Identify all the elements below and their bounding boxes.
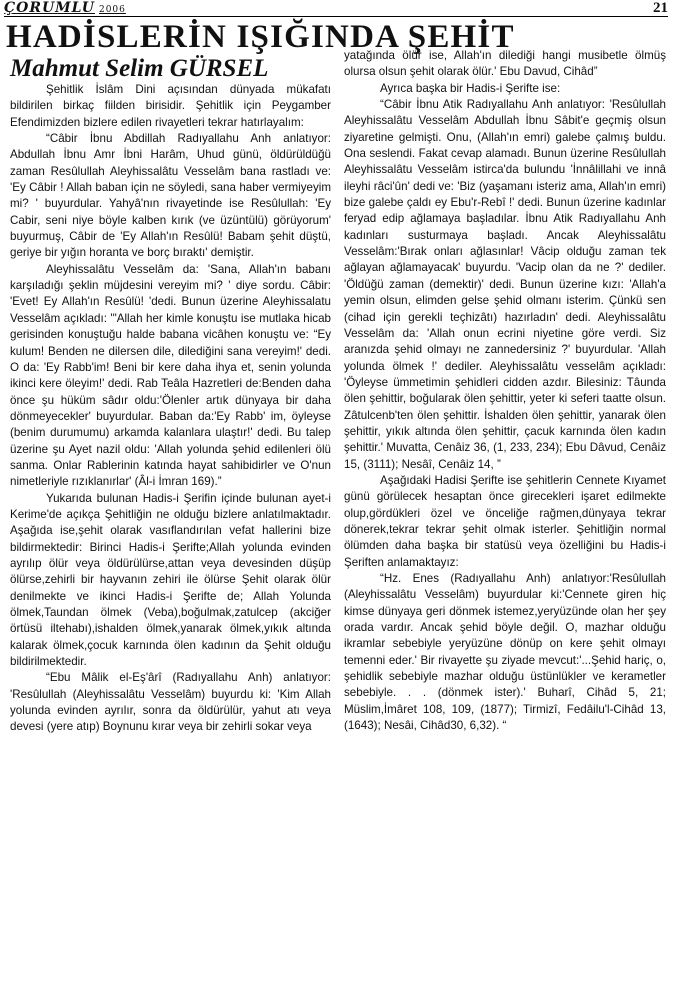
paragraph: “Câbir İbnu Atik Radıyallahu Anh anlatıyor: 'Resûlullah Aleyhissalâtu Vesselâm Abdullah İbnu Sâbit'e geçmiş olsun ziyaretine gelmişti. Onu, (Allah'ın emri) galebe çalmış buldu. Ona seslendi. Fakat cevap alamadı. Bunun üzerine Resûlullah Aleyhissalâtu Vesselâm istirca'da bulundu 'İnnâlillahi ve innâ ileyhi râci'ûn' dedi ve: 'Biz (yaşamanı isteriz ama, Allah'ın emri) bize galebe çaldı ey Ebu'r-Rebî !' dedi. Bunun üzerine kadınlar feryad edip ağlamaya başladılar. İbnu Atik Radıyallahu Anh kadınları susturmaya başladı. Ancak Aleyhissalâtu Vesselâm:'Bırak onları ağlasınlar! Vâcip olduğu zaman tek ağlayan ağlamayacak' buyurdu. 'Vacip olan da ne ?' dediler. 'Öldüğü zaman (demektir)' dedi. Bunun üzerine kızı: 'Allah'a yemin olsun, elimden gelse şehid olmanı isterim. Çünkü sen (cihad için gerekli teçhizâtı) hazırladın' dedi. Aleyhissalâtu Vesselâm da: 'Allah onun ecrini niyetine göre verdi. Siz aranızda şehid olmayı ne zannedersiniz ?' buyurdular. 'Allah yolunda ölmek !' dediler. Aleyhissalâtu vesselâm açıkladı: 'Öyleyse ümmetimin şehidleri cidden azdır. Bilesiniz: Tâunda ölen şehittir, boğularak ölen şehittir, yeter ki seferi taatte olsun. Zâtulcenb'ten ölen şehittir. İshalden ölen şehittir, yanarak ölen şehittir, yıkık altında ölen şehittir, çacuk karnında ölen kadın şehittir.' Muvatta, Cenâiz 36, (1, 233, 234); Ebu Dâvud, Cenâiz 15, (3111); Nesâî, Cenâiz 14, ”	[344, 98, 666, 471]
page-header	[0, 0, 676, 18]
paragraph: Ayrıca başka bir Hadis-i Şerifte ise:	[380, 81, 561, 95]
page-number: 21	[653, 0, 668, 16]
issue-year: 2006	[98, 5, 126, 15]
paragraph: “Hz. Enes (Radıyallahu Anh) anlatıyor:'Resûlullah (Aleyhissalâtu Vesselâm) buyurdular ki:'Cennete giren hiç kimse dünyaya geri dönmek istemez,yeryüzünde olan her şey orada vardır. Ancak şehid böyle değil. O, mazhar olduğu ikramlar sebebiyle yeryüzüne dönüp on kere şehit olmayı temenni eder.' Bir rivayette şu ziyade mevcut:'...Şehid hariç, o, şehidlik sebebiyle mazhar olduğu üstünlükler ve kerametler sebebiyle. . . (dönmek ister).' Buharî, Cihâd 5, 21; Müslim,İmâret 108, 109, (1877); Tirmizî, Fedâilu'l-Cihâd 13, (1643); Nesâi, Cihâd30, 6,32). “	[344, 572, 666, 733]
article-author: Mahmut Selim GÜRSEL	[10, 55, 269, 82]
header-divider	[4, 16, 668, 17]
paragraph: Aleyhissalâtu Vesselâm da: 'Sana, Allah'ın babanı karşıladığı şeklin müjdesini vereyim mi? ' diye sordu. Câbir: 'Evet! Ey Allah'ın Resûlü! 'dedi. Bunun üzerine Aleyhissalatu Vesselâm açıkladı: '"Allah her kimle konuştu ise mutlaka hicab gerisinden konuştuğu halde babana vicâhen konuştu ve: “Ey kulum! Benden ne dilersen dile, dilediğini sana vereyim!' dedi. O da: 'Ey Rabb'im! Beni bir kere daha ihya et, senin yolunda ikinci kere öleyim!' dedi. Rab Teâla Hazretleri de:Benden daha önce şu hüküm sâdır oldu:'Ölenler artık dünyaya bir daha dönmeyecekler' buyurdular. Baban da:'Ey Rabb' im, öyleyse (benim durumumu) arkamda kalanlara ulaştır!' dedi. Bu talep üzerine şu Ayet nazil oldu: 'Allah yolunda şehid edilenleri ölü sanma. Onlar Rablerinin katında hayat sahibidirler ve O'nun nimetleriyle rızıklanırlar' (Âl-i İmran 169).”	[10, 262, 331, 489]
left-column	[10, 82, 331, 990]
paragraph: “Câbir İbnu Abdillah Radıyallahu Anh anlatıyor: Abdullah İbnu Amr İbni Harâm, Uhud günü, öldürüldüğü zaman Resûlullah Aleyhissalâtu Vesselâm bana rastladı ve: 'Ey Câbir ! Allah baban için ne söyledi, sana haber vermiyeyim mi? ' buyurdular. Yahyâ'nın rivayetinde ise Resûlullah: 'Ey Cabir, seni niye böyle kalben kırık (ve üzüntülü) görüyorum' buyurmuş, Câbir de 'Ey Allah'ın Resûlü! Babam şehit düştü, geriye bir yığın horanta ve borç bıraktı' demiştir.	[10, 132, 331, 260]
article-title: HADİSLERİN IŞIĞINDA ŞEHİT	[6, 19, 515, 55]
magazine-title: ÇORUMLU	[4, 0, 95, 16]
paragraph: Aşağıdaki Hadisi Şerifte ise şehitlerin Cennete Kıyamet günü görülecek hesaptan önce girecekleri işaret edilmekte olup,gördükleri özel ve önceliğe rağmen,dünyaya tekrar dönerek,tekrar tekrar şehit olmak isterler. Şehitliğin normal ölümden daha başka bir statüsü veya özelliğini bu Hadis-i Şeriften anlamaktayız:	[344, 473, 666, 569]
paragraph: Yukarıda bulunan Hadis-i Şerifin içinde bulunan ayet-i Kerime'de açıkça Şehitliğin ne olduğu bizlere anlatılmaktadır. Aşağıda ise,şehit olarak vasıflandırılan vefat hallerini bize bildirmektedir: Birinci Hadis-i Şerifte;Allah yolunda evinden ayrılıp ölür veya öldürülürse,attan veya devesinden düşüp ölürse,zehirli bir hayvanın zehiri ile ölürse Şehit olarak ölür denilmekte ve ikinci Hadis-i Şerifte de; Allah Yolunda ölmek,Taundan ölmek (Veba),boğulmak,zatulcep (akciğer örtüsü iltehabı),ishalden ölmek,yanarak ölmek,yıkık altında kalarak ölmek,çocuk karnında ölen kadının da Şehit olduğu bildirilmektedir.	[10, 491, 331, 669]
paragraph: Şehitlik İslâm Dini açısından dünyada mükafatı bildirilen birkaç fiilden birisidir. Şehitlik için Peygamber Efendimizden bizlere edilen rivayetleri tekrar hatırlayalım:	[10, 83, 331, 129]
paragraph: yatağında ölür ise, Allah'ın dilediği hangi musibetle ölmüş olursa olsun şehit olarak ölür.' Ebu Davud, Cihâd”	[344, 49, 666, 79]
paragraph: “Ebu Mâlik el-Eş'ârî (Radıyallahu Anh) anlatıyor: 'Resûlullah (Aleyhissalâtu Vesselâm) buyurdu ki: 'Kim Allah yolunda evinden ayrılır, sonra da öldürülür, yahut atı veya devesi (yere atıp) Boynunu kırar veya bir zehirli sokar veya	[10, 671, 331, 734]
right-column	[344, 48, 666, 990]
